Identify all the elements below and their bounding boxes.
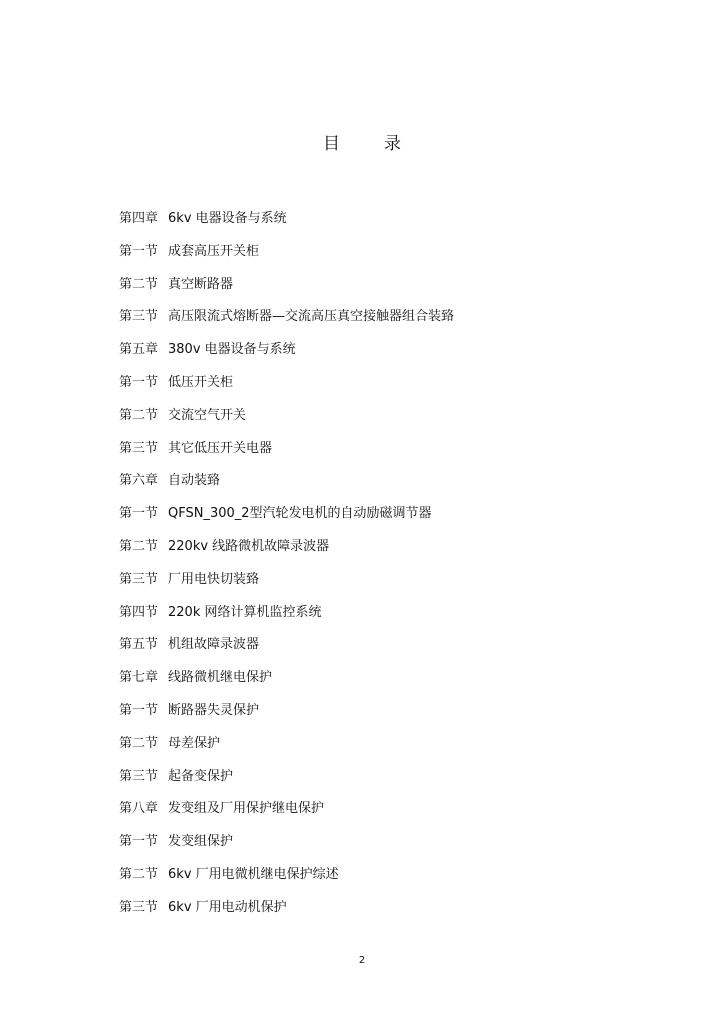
toc-item	[119, 440, 679, 473]
toc-entry-text: 发变组保护	[168, 834, 234, 850]
toc-section-label: 第二节	[119, 276, 159, 292]
toc-item	[119, 308, 679, 341]
toc-entry-text: 线路微机继电保护	[168, 670, 273, 686]
toc-entry-text: 厂用电快切装臵	[168, 571, 260, 587]
toc-section-label: 第一节	[119, 702, 159, 718]
toc-section-label: 第一节	[119, 506, 159, 522]
toc-chapter-label: 第四章	[119, 211, 159, 226]
toc-item	[119, 669, 679, 702]
page-number: 2	[358, 955, 366, 966]
toc-entry-text: 6kv 厂用电动机保护	[168, 899, 287, 915]
toc-item	[119, 702, 679, 735]
toc-item	[119, 472, 679, 505]
toc-entry-text: 真空断路器	[168, 276, 234, 292]
toc-entry-text: 交流空气开关	[168, 407, 247, 423]
toc-entry-text: 母差保护	[168, 735, 221, 751]
toc-section-label: 第一节	[119, 834, 159, 850]
toc-section-label: 第二节	[119, 538, 159, 554]
toc-entry-text: 发变组及厂用保护继电保护	[168, 801, 325, 817]
toc-chapter-label: 第六章	[119, 473, 159, 489]
toc-entry-text: 机组故障录波器	[168, 637, 260, 653]
toc-item	[119, 538, 679, 571]
toc-item	[119, 768, 679, 801]
toc-item	[119, 243, 679, 276]
toc-item	[119, 899, 679, 932]
toc-item	[119, 636, 679, 669]
table-of-contents	[119, 210, 679, 932]
toc-chapter-label: 第五章	[119, 342, 159, 358]
toc-section-label: 第二节	[119, 735, 159, 751]
toc-section-label: 第三节	[119, 440, 159, 456]
toc-entry-text: 成套高压开关柜	[168, 243, 260, 259]
toc-entry-text: 自动装臵	[168, 473, 221, 489]
toc-entry-text: 高压限流式熔断器—交流高压真空接触器组合装臵	[168, 309, 455, 325]
toc-section-label: 第一节	[119, 243, 159, 259]
toc-item	[119, 833, 679, 866]
toc-item	[119, 866, 679, 899]
toc-entry-text: 低压开关柜	[168, 374, 234, 390]
toc-section-label: 第二节	[119, 407, 159, 423]
toc-section-label: 第三节	[119, 309, 159, 325]
toc-item	[119, 505, 679, 538]
toc-item	[119, 735, 679, 768]
toc-entry-text: 起备变保护	[168, 768, 234, 784]
toc-item	[119, 374, 679, 407]
toc-item	[119, 604, 679, 637]
toc-entry-text: 6kv 电器设备与系统	[168, 211, 287, 226]
toc-section-label: 第三节	[119, 571, 159, 587]
toc-item	[119, 407, 679, 440]
toc-section-label: 第三节	[119, 899, 159, 915]
toc-section-label: 第二节	[119, 866, 159, 882]
toc-item	[119, 341, 679, 374]
toc-section-label: 第四节	[119, 604, 159, 620]
toc-entry-text: QFSN_300_2型汽轮发电机的自动励磁调节器	[168, 506, 432, 522]
toc-entry-text: 6kv 厂用电微机继电保护综述	[168, 866, 339, 882]
toc-item	[119, 276, 679, 309]
toc-chapter-label: 第八章	[119, 801, 159, 817]
toc-item	[119, 800, 679, 833]
toc-entry-text: 其它低压开关电器	[168, 440, 273, 456]
toc-entry-text: 380v 电器设备与系统	[168, 342, 296, 358]
page-title: 目录	[323, 134, 445, 154]
toc-chapter-label: 第七章	[119, 670, 159, 686]
toc-entry-text: 断路器失灵保护	[168, 702, 260, 718]
toc-item	[119, 571, 679, 604]
toc-item	[119, 210, 679, 243]
toc-entry-text: 220kv 线路微机故障录波器	[168, 538, 330, 554]
toc-section-label: 第一节	[119, 374, 159, 390]
toc-entry-text: 220k 网络计算机监控系统	[168, 604, 322, 620]
toc-section-label: 第五节	[119, 637, 159, 653]
toc-section-label: 第三节	[119, 768, 159, 784]
